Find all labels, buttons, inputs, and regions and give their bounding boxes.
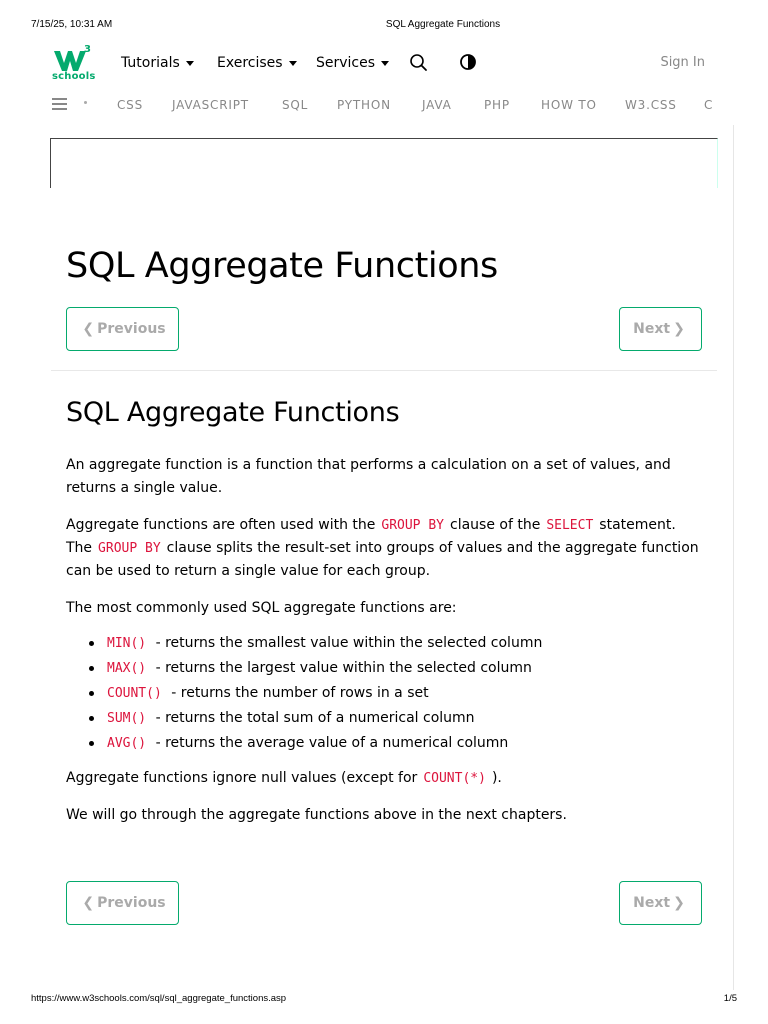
list-item: SUM() - returns the total sum of a numerical column xyxy=(87,706,706,731)
next-label: Next xyxy=(633,321,671,337)
top-navbar xyxy=(0,40,768,88)
nav-tutorials[interactable] xyxy=(121,55,194,71)
nav-exercises[interactable] xyxy=(217,55,297,71)
subnav-java[interactable]: JAVA xyxy=(422,98,452,112)
subnav-how-to[interactable]: HOW TO xyxy=(541,98,597,112)
nav-exercises-label: Exercises xyxy=(217,55,283,71)
list-intro: The most commonly used SQL aggregate functions are: xyxy=(66,600,457,616)
nav-services[interactable] xyxy=(316,55,389,71)
subnav-w3css[interactable]: W3.CSS xyxy=(625,98,677,112)
code-min: MIN() xyxy=(107,636,147,651)
article-body xyxy=(66,454,706,841)
print-footer xyxy=(0,993,768,1007)
contrast-icon[interactable] xyxy=(458,52,478,72)
next-button-bottom[interactable] xyxy=(619,881,702,925)
closing-paragraph: We will go through the aggregate functions above in the next chapters. xyxy=(66,807,567,823)
print-url: https://www.w3schools.com/sql/sql_aggregate_functions.asp xyxy=(31,993,287,1004)
subnav-c[interactable]: C xyxy=(704,98,714,112)
chevron-right-icon: ❯ xyxy=(673,321,685,337)
next-label: Next xyxy=(633,895,671,911)
caret-down-icon xyxy=(381,61,389,66)
print-page-number: 1/5 xyxy=(723,993,737,1004)
subnav-php[interactable]: PHP xyxy=(484,98,510,112)
code-group-by: GROUP BY xyxy=(381,518,444,533)
section-title: SQL Aggregate Functions xyxy=(66,397,400,428)
previous-button-bottom[interactable] xyxy=(66,881,179,925)
chevron-left-icon: ❮ xyxy=(82,895,95,911)
sign-in-link[interactable]: Sign In xyxy=(660,55,705,70)
list-item: COUNT() - returns the number of rows in a set xyxy=(87,681,706,706)
subnav-python[interactable]: PYTHON xyxy=(337,98,391,112)
intro-paragraph: An aggregate function is a function that performs a calculation on a set of values, and returns a single value. xyxy=(66,457,671,496)
overflow-dot xyxy=(84,101,87,104)
previous-button[interactable] xyxy=(66,307,179,351)
null-values-paragraph: Aggregate functions ignore null values (except for COUNT(*) ). xyxy=(66,770,502,786)
code-select: SELECT xyxy=(546,518,594,533)
print-header xyxy=(0,19,768,33)
previous-label: Previous xyxy=(97,321,166,337)
list-item: AVG() - returns the average value of a numerical column xyxy=(87,731,706,756)
chevron-left-icon: ❮ xyxy=(82,321,95,337)
code-sum: SUM() xyxy=(107,711,147,726)
subnav-sql[interactable]: SQL xyxy=(282,98,309,112)
previous-label: Previous xyxy=(97,895,166,911)
code-count: COUNT() xyxy=(107,686,162,701)
chevron-right-icon: ❯ xyxy=(673,895,685,911)
subject-navbar xyxy=(0,91,740,121)
nav-services-label: Services xyxy=(316,55,376,71)
next-button[interactable] xyxy=(619,307,702,351)
subnav-css[interactable]: CSS xyxy=(117,98,144,112)
scroll-divider xyxy=(733,125,734,990)
print-doc-title: SQL Aggregate Functions xyxy=(385,19,501,30)
caret-down-icon xyxy=(289,61,297,66)
group-by-paragraph: Aggregate functions are often used with the GROUP BY clause of the SELECT statement. The GROUP BY clause splits the result-set into groups of values and the aggregate function can be used to return a single value for each group. xyxy=(66,517,699,579)
code-count-star: COUNT(*) xyxy=(423,771,486,786)
menu-icon[interactable] xyxy=(52,98,67,111)
search-icon[interactable] xyxy=(409,53,429,73)
caret-down-icon xyxy=(186,61,194,66)
list-item: MAX() - returns the largest value within the selected column xyxy=(87,656,706,681)
code-avg: AVG() xyxy=(107,736,147,751)
list-item: MIN() - returns the smallest value within the selected column xyxy=(87,631,706,656)
divider xyxy=(51,370,717,371)
page-title: SQL Aggregate Functions xyxy=(66,246,498,286)
subnav-javascript[interactable]: JAVASCRIPT xyxy=(172,98,249,112)
code-max: MAX() xyxy=(107,661,147,676)
svg-text:3: 3 xyxy=(84,44,91,55)
ad-banner-frame xyxy=(50,138,718,188)
logo-text: schools xyxy=(52,71,96,82)
nav-tutorials-label: Tutorials xyxy=(121,55,180,71)
code-group-by: GROUP BY xyxy=(98,541,161,556)
print-datetime: 7/15/25, 10:31 AM xyxy=(31,19,113,30)
functions-list xyxy=(87,631,706,756)
